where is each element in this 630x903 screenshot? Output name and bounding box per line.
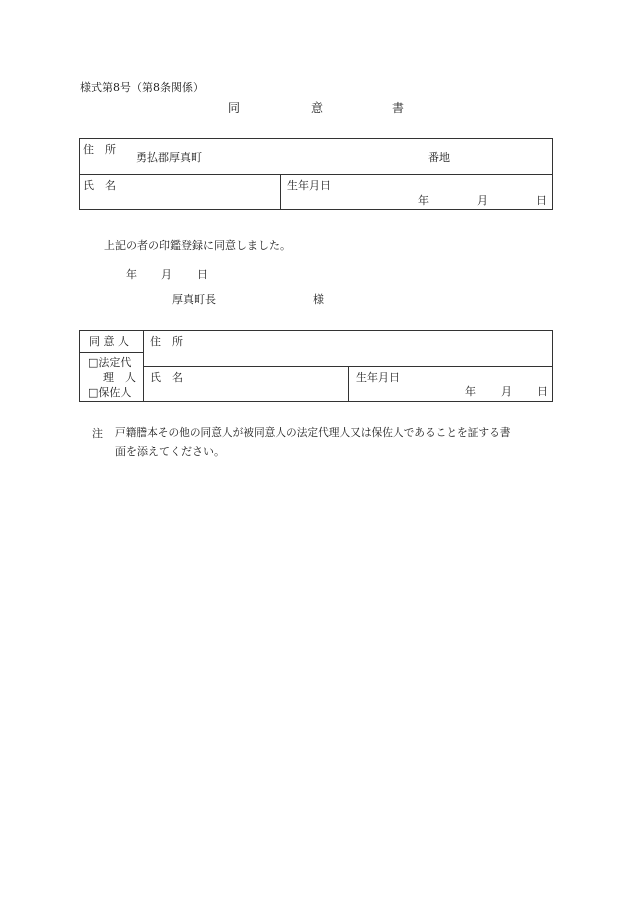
curator-label: □保佐人 [88, 386, 132, 399]
title-char-3: 書 [392, 101, 405, 115]
address-prefix: 勇払郡厚真町 [136, 151, 202, 164]
consenter-birth-month: 月 [501, 385, 512, 398]
consenter-label: 同 意 人 [89, 335, 129, 348]
birth-day-label: 日 [536, 194, 547, 207]
consenter-birth-year: 年 [465, 385, 476, 398]
consent-text: 上記の者の印鑑登録に同意しました。 [104, 239, 291, 252]
birth-year-label: 年 [418, 194, 429, 207]
banchi-label: 番地 [428, 151, 450, 164]
addressee-name: 厚真町長 [172, 293, 216, 306]
note-line-2: 面を添えてください。 [115, 445, 225, 458]
date-month-label: 月 [161, 268, 172, 281]
consenter-birth-label: 生年月日 [356, 371, 400, 384]
legal-rep-line2: 理 人 [103, 371, 136, 384]
consenter-name-label: 氏 名 [150, 371, 183, 384]
note-line-1: 戸籍謄本その他の同意人が被同意人の法定代理人又は保佐人であることを証する書 [115, 426, 511, 439]
birth-month-label: 月 [477, 194, 488, 207]
name-label: 氏 名 [83, 179, 116, 192]
address-label: 住 所 [83, 143, 116, 156]
date-day-label: 日 [197, 268, 208, 281]
consenter-address-label: 住 所 [150, 335, 183, 348]
title-char-2: 意 [311, 101, 324, 115]
date-year-label: 年 [126, 268, 137, 281]
note-label: 注 [92, 427, 103, 440]
birth-label: 生年月日 [287, 179, 331, 192]
consenter-birth-day: 日 [537, 385, 548, 398]
title-char-1: 同 [228, 101, 241, 115]
form-number: 様式第8号（第8条関係） [80, 81, 204, 94]
addressee-honorific: 様 [313, 293, 324, 306]
legal-rep-line1: □法定代 [88, 356, 132, 369]
